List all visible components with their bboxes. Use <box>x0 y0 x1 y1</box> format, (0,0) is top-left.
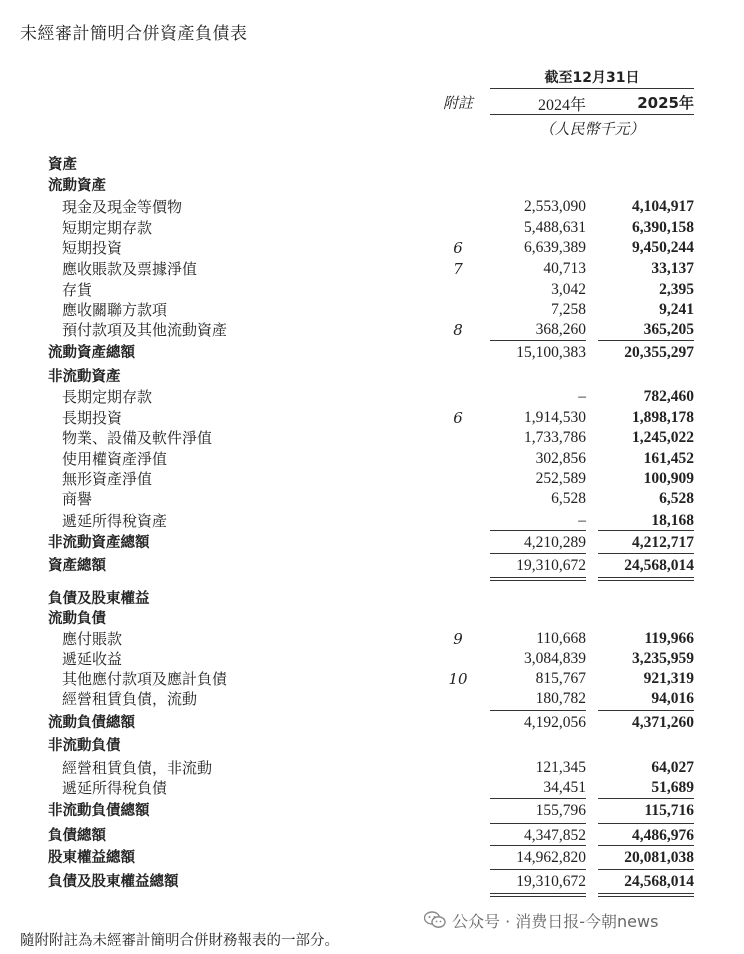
row-label: 應收關聯方款項 <box>62 301 168 319</box>
value-2025: 2,395 <box>659 281 694 298</box>
value-2025: 1,245,022 <box>632 429 694 446</box>
row-label: 流動負債 <box>48 611 106 627</box>
table-row <box>0 259 744 279</box>
year-rule <box>490 114 694 115</box>
row-label: 遞延所得稅資產 <box>62 512 168 530</box>
row-note: 6 <box>453 409 463 427</box>
value-2024: 40,713 <box>543 260 586 277</box>
double-underline-rule <box>490 896 586 897</box>
row-label: 資產 <box>48 157 77 173</box>
row-note: 6 <box>453 239 463 257</box>
subtotal-rule <box>490 340 586 341</box>
row-label: 負債總額 <box>48 828 106 844</box>
value-2024: 180,782 <box>535 690 586 707</box>
row-label: 預付款項及其他流動資產 <box>62 321 228 339</box>
value-2025: 20,355,297 <box>624 344 694 361</box>
value-2024: 6,639,389 <box>524 239 586 256</box>
table-row <box>0 758 744 778</box>
table-row <box>0 713 744 733</box>
value-2024: 1,733,786 <box>524 429 586 446</box>
value-2025: 4,486,976 <box>632 827 694 844</box>
value-2024: 15,100,383 <box>516 344 586 361</box>
value-2025: 4,104,917 <box>632 198 694 215</box>
value-2025: 115,716 <box>644 802 694 819</box>
subtotal-rule <box>490 710 586 711</box>
value-2025: 24,568,014 <box>624 873 694 890</box>
table-row <box>0 511 744 531</box>
unit-label: （人民幣千元） <box>539 120 645 138</box>
subtotal-rule <box>598 340 694 341</box>
table-row <box>0 609 744 629</box>
subtotal-rule <box>598 845 694 846</box>
row-label: 使用權資產淨值 <box>62 450 168 468</box>
row-label: 商譽 <box>62 490 93 508</box>
footnote: 隨附附註為未經審計簡明合併財務報表的一部分。 <box>20 933 339 949</box>
subtotal-rule <box>490 798 586 799</box>
value-2025: 3,235,959 <box>632 650 694 667</box>
table-row <box>0 649 744 669</box>
value-2025: 6,390,158 <box>632 219 694 236</box>
value-2025: 6,528 <box>659 490 694 507</box>
row-label: 負債及股東權益 <box>48 591 150 607</box>
subtotal-rule <box>598 530 694 531</box>
value-2024: 4,210,289 <box>524 534 586 551</box>
value-2025: 921,319 <box>643 670 694 687</box>
table-row <box>0 408 744 428</box>
value-2024: 19,310,672 <box>516 873 586 890</box>
row-label: 經營租賃負債，流動 <box>62 690 198 708</box>
value-2024: – <box>578 388 586 405</box>
subtotal-rule <box>490 823 586 824</box>
row-label: 遞延所得稅負債 <box>62 779 168 797</box>
row-note: 10 <box>448 670 468 688</box>
row-label: 負債及股東權益總額 <box>48 874 179 890</box>
table-row <box>0 367 744 387</box>
value-2025: 64,027 <box>651 759 694 776</box>
value-2024: 2,553,090 <box>524 198 586 215</box>
table-row <box>0 469 744 489</box>
row-label: 其他應付款項及應計負債 <box>62 670 228 688</box>
table-row <box>0 848 744 868</box>
subtotal-rule <box>490 845 586 846</box>
value-2024: 121,345 <box>535 759 586 776</box>
value-2025: 782,460 <box>643 388 694 405</box>
table-row <box>0 589 744 609</box>
table-row <box>0 343 744 363</box>
value-2024: 3,084,839 <box>524 650 586 667</box>
subtotal-rule <box>598 798 694 799</box>
row-label: 流動資產總額 <box>48 345 135 361</box>
subtotal-rule <box>598 823 694 824</box>
row-label: 遞延收益 <box>62 650 123 668</box>
double-underline-rule <box>490 580 586 581</box>
value-2025: 119,966 <box>644 630 694 647</box>
subtotal-rule <box>490 530 586 531</box>
table-row <box>0 489 744 509</box>
value-2024: 19,310,672 <box>516 557 586 574</box>
table-row <box>0 300 744 320</box>
value-2024: 5,488,631 <box>524 219 586 236</box>
subtotal-rule <box>598 869 694 870</box>
value-2024: 4,192,056 <box>524 714 586 731</box>
page-title: 未經審計簡明合併資產負債表 <box>20 24 248 44</box>
table-row <box>0 320 744 340</box>
value-2025: 24,568,014 <box>624 557 694 574</box>
row-note: 7 <box>453 260 463 278</box>
value-2025: 161,452 <box>643 450 694 467</box>
value-2024: 34,451 <box>543 779 586 796</box>
value-2024: 14,962,820 <box>516 849 586 866</box>
value-2024: 1,914,530 <box>524 409 586 426</box>
value-2025: 1,898,178 <box>632 409 694 426</box>
table-row <box>0 197 744 217</box>
note-column-header: 附註 <box>442 94 473 112</box>
value-2024: 368,260 <box>535 321 586 338</box>
value-2025: 4,371,260 <box>632 714 694 731</box>
subtotal-rule <box>490 869 586 870</box>
value-2025: 9,241 <box>659 301 694 318</box>
table-row <box>0 533 744 553</box>
table-row <box>0 872 744 892</box>
value-2025: 94,016 <box>651 690 694 707</box>
table-row <box>0 176 744 196</box>
row-label: 應收賬款及票據淨值 <box>62 260 198 278</box>
double-underline-rule <box>598 577 694 578</box>
table-row <box>0 449 744 469</box>
row-label: 流動負債總額 <box>48 715 135 731</box>
value-2024: 252,589 <box>535 470 586 487</box>
value-2024: 6,528 <box>551 490 586 507</box>
row-label: 長期投資 <box>62 409 123 427</box>
row-label: 短期定期存款 <box>62 219 153 237</box>
table-row <box>0 428 744 448</box>
period-rule <box>490 88 694 89</box>
row-note: 8 <box>453 321 463 339</box>
value-2024: – <box>578 512 586 529</box>
value-2025: 365,205 <box>643 321 694 338</box>
row-label: 長期定期存款 <box>62 388 153 406</box>
row-label: 非流動負債總額 <box>48 803 150 819</box>
table-row <box>0 669 744 689</box>
value-2024: 815,767 <box>535 670 586 687</box>
value-2025: 4,212,717 <box>632 534 694 551</box>
row-label: 非流動負債 <box>48 738 121 754</box>
double-underline-rule <box>490 893 586 894</box>
table-row <box>0 556 744 576</box>
row-label: 短期投資 <box>62 239 123 257</box>
double-underline-rule <box>490 577 586 578</box>
value-2024: 155,796 <box>535 802 586 819</box>
table-row <box>0 736 744 756</box>
value-2024: 4,347,852 <box>524 827 586 844</box>
subtotal-rule <box>598 553 694 554</box>
table-row <box>0 280 744 300</box>
table-row <box>0 155 744 175</box>
row-label: 經營租賃負債，非流動 <box>62 759 213 777</box>
row-label: 物業、設備及軟件淨值 <box>62 429 213 447</box>
value-2024: 7,258 <box>551 301 586 318</box>
value-2024: 3,042 <box>551 281 586 298</box>
value-2024: 302,856 <box>535 450 586 467</box>
double-underline-rule <box>598 896 694 897</box>
watermark-text: 公众号 · 消费日报-今朝news <box>452 912 659 931</box>
value-2024: 110,668 <box>536 630 586 647</box>
table-row <box>0 778 744 798</box>
table-row <box>0 689 744 709</box>
year-prior-header: 2024年 <box>537 97 586 114</box>
table-row <box>0 826 744 846</box>
row-label: 應付賬款 <box>62 630 123 648</box>
table-row <box>0 387 744 407</box>
value-2025: 51,689 <box>651 779 694 796</box>
table-row <box>0 218 744 238</box>
row-label: 股東權益總額 <box>48 850 135 866</box>
row-label: 存貨 <box>62 281 93 299</box>
table-row <box>0 629 744 649</box>
row-label: 流動資產 <box>48 178 106 194</box>
value-2025: 20,081,038 <box>624 849 694 866</box>
value-2025: 9,450,244 <box>632 239 694 256</box>
value-2025: 100,909 <box>643 470 694 487</box>
period-header: 截至12月31日 <box>544 70 640 86</box>
double-underline-rule <box>598 893 694 894</box>
table-row <box>0 238 744 258</box>
value-2025: 18,168 <box>651 512 694 529</box>
year-current-header: 2025年 <box>637 94 694 112</box>
value-2025: 33,137 <box>651 260 694 277</box>
wechat-icon <box>424 911 446 929</box>
row-label: 無形資產淨值 <box>62 470 153 488</box>
double-underline-rule <box>598 580 694 581</box>
subtotal-rule <box>598 710 694 711</box>
row-label: 非流動資產 <box>48 369 121 385</box>
row-label: 非流動資產總額 <box>48 535 150 551</box>
row-label: 現金及現金等價物 <box>62 198 183 216</box>
table-row <box>0 801 744 821</box>
subtotal-rule <box>490 553 586 554</box>
row-label: 資產總額 <box>48 558 106 574</box>
row-note: 9 <box>453 630 463 648</box>
